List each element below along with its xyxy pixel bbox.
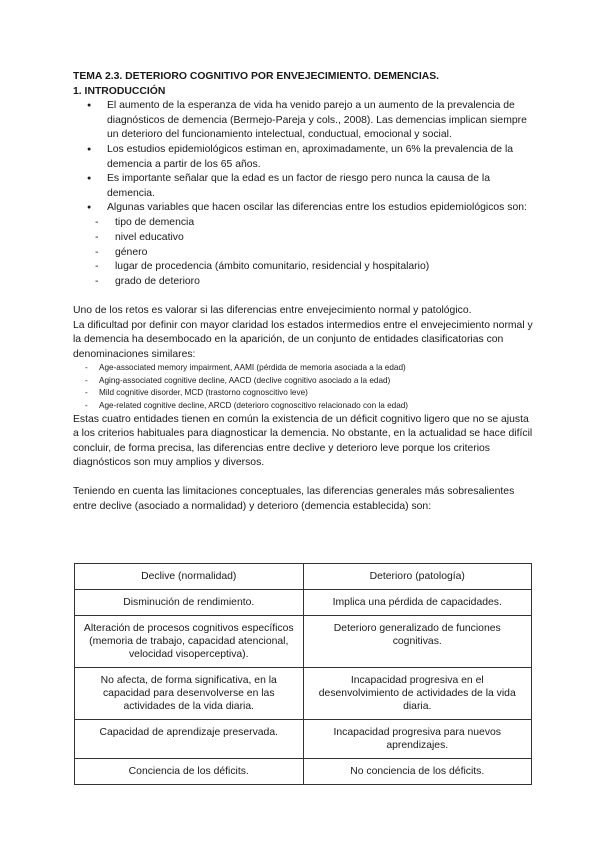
table-row	[75, 590, 532, 616]
list-item: - grado de deterioro	[115, 275, 533, 290]
list-item: ● Los estudios epidemiológicos estiman en, aproximadamente, un 6% la prevalencia de la demencia a partir de los 65 años.	[107, 143, 533, 172]
page-title: TEMA 2.3. DETERIORO COGNITIVO POR ENVEJECIMIENTO. DEMENCIAS.	[73, 71, 440, 82]
table-row	[75, 668, 532, 720]
section-title: 1. INTRODUCCIÓN	[73, 85, 166, 97]
list-item: - nivel educativo	[115, 231, 533, 246]
table-cell: Conciencia de los déficits.	[75, 759, 304, 785]
list-item: - Mild cognitive disorder, MCD (trastorno cognoscitivo leve)	[99, 387, 533, 400]
list-item: ● Algunas variables que hacen oscilar las diferencias entre los estudios epidemiológicos son:	[107, 201, 533, 216]
list-item: ● Es importante señalar que la edad es un factor de riesgo pero nunca la causa de la demencia.	[107, 172, 533, 201]
table-cell: Incapacidad progresiva en el desenvolvimiento de actividades de la vida diaria.	[303, 668, 532, 720]
bullet-list	[73, 99, 533, 216]
list-item: - lugar de procedencia (ámbito comunitario, residencial y hospitalario)	[115, 260, 533, 275]
table-cell: Deterioro generalizado de funciones cognitivas.	[303, 616, 532, 668]
paragraph: Estas cuatro entidades tienen en común la existencia de un déficit cognitivo ligero que no se ajusta a los criterios habituales para diagnosticar la demencia. No obstante, en la actualidad se hace difícil concluir, de forma precisa, las diferencias entre declive y deterioro leve porque los criterios diagnósticos son muy amplios y diversos.	[73, 413, 533, 469]
paragraph: Uno de los retos es valorar si las diferencias entre envejecimiento normal y patológico.	[73, 304, 472, 316]
comparison-table	[74, 563, 532, 785]
table-cell: Incapacidad progresiva para nuevos aprendizajes.	[303, 720, 532, 759]
paragraph: Teniendo en cuenta las limitaciones conceptuales, las diferencias generales más sobresalientes entre declive (asociado a normalidad) y deterioro (demencia establecida) son:	[73, 486, 515, 512]
table-header-cell: Deterioro (patología)	[303, 564, 532, 590]
table-row	[75, 616, 532, 668]
entities-list	[73, 362, 533, 412]
table-cell: Capacidad de aprendizaje preservada.	[75, 720, 304, 759]
table-cell: Alteración de procesos cognitivos específicos (memoria de trabajo, capacidad atencional, velocidad visoperceptiva).	[75, 616, 304, 668]
table-header-row	[75, 564, 532, 590]
list-item: ● El aumento de la esperanza de vida ha venido parejo a un aumento de la prevalencia de diagnósticos de demencia (Bermejo-Pareja y cols., 2008). Las demencias implican siempre un deterioro del funcionamiento intelectual, conductual, emocional y social.	[107, 99, 533, 143]
table-cell: No afecta, de forma significativa, en la capacidad para desenvolverse en las actividades de la vida diaria.	[75, 668, 304, 720]
list-item: - Age-related cognitive decline, ARCD (deterioro cognoscitivo relacionado con la edad)	[99, 400, 533, 413]
table-row	[75, 759, 532, 785]
list-item: - Aging-associated cognitive decline, AACD (declive cognitivo asociado a la edad)	[99, 375, 533, 388]
list-item: - género	[115, 246, 533, 261]
variables-list	[73, 216, 533, 290]
table-cell: Disminución de rendimiento.	[75, 590, 304, 616]
table-header-cell: Declive (normalidad)	[75, 564, 304, 590]
list-item: - tipo de demencia	[115, 216, 533, 231]
document-body	[73, 70, 533, 514]
list-item: - Age-associated memory impairment, AAMI (pérdida de memoria asociada a la edad)	[99, 362, 533, 375]
table-cell: No conciencia de los déficits.	[303, 759, 532, 785]
table-cell: Implica una pérdida de capacidades.	[303, 590, 532, 616]
paragraph: La dificultad por definir con mayor claridad los estados intermedios entre el envejecimiento normal y la demencia ha desembocado en la aparición, de un conjunto de entidades clasificatorias con denominaciones similares:	[73, 319, 533, 360]
table-row	[75, 720, 532, 759]
